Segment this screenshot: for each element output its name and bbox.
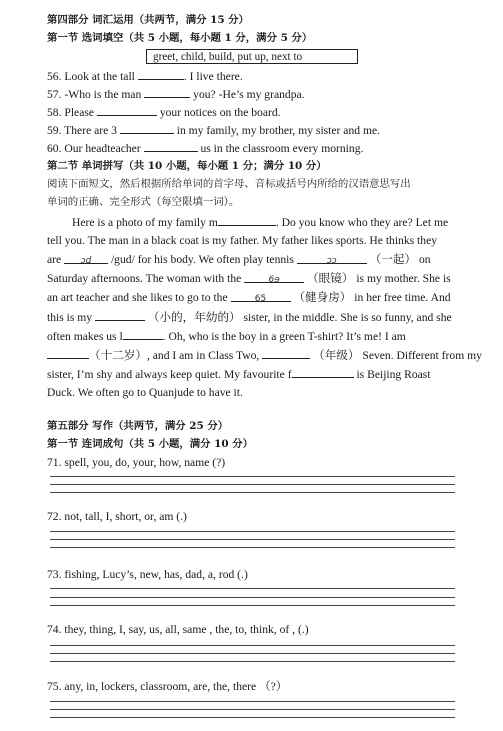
passage-line-2: tell you. The man in a black coat is my father. My father likes sports. He thinks they bbox=[47, 234, 438, 247]
part5-section1-title: 第一节 连词成句（共 5 小题，满分 10 分） bbox=[47, 438, 254, 450]
writing-line[interactable] bbox=[50, 645, 455, 646]
question-72: 72. not, tall, I, short, or, am (.) bbox=[47, 510, 187, 523]
text: （眼镜） is my mother. She is bbox=[304, 272, 451, 285]
question-71: 71. spell, you, do, your, how, name (?) bbox=[47, 456, 226, 469]
passage-line-10: Duck. We often go to Quanjude to have it. bbox=[47, 386, 243, 399]
answer-blank[interactable] bbox=[64, 253, 108, 264]
text: are bbox=[47, 253, 65, 266]
text: （健身房） in her free time. And bbox=[290, 291, 451, 304]
passage-line-4 bbox=[47, 272, 451, 286]
handwritten-mark: ɔɔ bbox=[326, 256, 337, 266]
part4-heading: 第四部分 词汇运用（共两节，满分 15 分） bbox=[47, 14, 249, 26]
q57-text-b: you? -He’s my grandpa. bbox=[190, 88, 305, 101]
answer-blank[interactable] bbox=[218, 215, 276, 226]
text: （年级） Seven. Different from my bbox=[310, 349, 482, 362]
question-59 bbox=[47, 123, 380, 138]
answer-blank[interactable] bbox=[231, 291, 291, 302]
passage-line-5 bbox=[47, 291, 451, 305]
writing-line[interactable] bbox=[50, 531, 455, 532]
text: is Beijing Roast bbox=[353, 368, 431, 381]
question-58 bbox=[47, 105, 281, 120]
part4-section1-title: 第一节 选词填空（共 5 小题，每小题 1 分，满分 5 分） bbox=[47, 32, 313, 44]
passage-line-9 bbox=[47, 367, 431, 382]
part5-heading: 第五部分 写作（共两节，满分 25 分） bbox=[47, 420, 229, 432]
q56-text-b: . I live there. bbox=[183, 70, 243, 83]
q60-text-a: 60. Our headteacher bbox=[47, 142, 144, 155]
answer-blank[interactable] bbox=[262, 348, 310, 359]
text: （一起） on bbox=[366, 253, 431, 266]
writing-line[interactable] bbox=[50, 539, 455, 540]
text: often makes us l bbox=[47, 330, 123, 343]
writing-line[interactable] bbox=[50, 484, 455, 485]
writing-line[interactable] bbox=[50, 588, 455, 589]
text: this is my bbox=[47, 311, 95, 324]
question-60 bbox=[47, 141, 363, 156]
text: Here is a photo of my family m bbox=[72, 216, 218, 229]
text: （十二岁）, and I am in Class Two, bbox=[89, 349, 263, 362]
text: . Oh, who is the boy in a green T-shirt? It’s me! I am bbox=[162, 330, 406, 343]
passage-line-1 bbox=[72, 215, 448, 230]
question-75: 75. any, in, lockers, classroom, are, the, there （?） bbox=[47, 680, 288, 693]
q58-text-b: your notices on the board. bbox=[156, 106, 281, 119]
answer-blank[interactable] bbox=[95, 310, 145, 321]
answer-blank[interactable] bbox=[297, 253, 367, 264]
q59-text-a: 59. There are 3 bbox=[47, 124, 120, 137]
answer-blank[interactable] bbox=[138, 69, 184, 80]
answer-blank[interactable] bbox=[97, 105, 157, 116]
writing-line[interactable] bbox=[50, 709, 455, 710]
writing-line[interactable] bbox=[50, 605, 455, 606]
passage-line-3 bbox=[47, 253, 431, 267]
handwritten-mark: 65 bbox=[254, 294, 267, 304]
q59-text-b: in my family, my brother, my sister and me. bbox=[173, 124, 381, 137]
q57-text-a: 57. -Who is the man bbox=[47, 88, 145, 101]
answer-blank[interactable] bbox=[120, 123, 174, 134]
handwritten-mark: ɔd bbox=[80, 256, 92, 266]
writing-line[interactable] bbox=[50, 492, 455, 493]
passage-line-7 bbox=[47, 329, 406, 344]
writing-line[interactable] bbox=[50, 476, 455, 477]
answer-blank[interactable] bbox=[47, 348, 89, 359]
q58-text-a: 58. Please bbox=[47, 106, 97, 119]
passage-line-6 bbox=[47, 310, 452, 325]
answer-blank[interactable] bbox=[144, 87, 190, 98]
q56-text-a: 56. Look at the tall bbox=[47, 70, 138, 83]
q60-text-b: us in the classroom every morning. bbox=[197, 142, 364, 155]
question-57 bbox=[47, 87, 305, 102]
answer-blank[interactable] bbox=[292, 367, 354, 378]
question-73: 73. fishing, Lucy’s, new, has, dad, a, rod (.) bbox=[47, 568, 248, 581]
text: /gud/ for his body. We often play tennis bbox=[108, 253, 297, 266]
writing-line[interactable] bbox=[50, 717, 455, 718]
text: （小的，年幼的） sister, in the middle. She is so funny, and she bbox=[145, 311, 452, 324]
answer-blank[interactable] bbox=[244, 272, 304, 283]
instruction-line-1: 阅读下面短文，然后根据所给单词的首字母、音标或括号内所给的汉语意思写出 bbox=[47, 178, 411, 190]
answer-blank[interactable] bbox=[123, 329, 163, 340]
text: sister, I’m shy and always keep quiet. My favourite f bbox=[47, 368, 292, 381]
text: . Do you know who they are? Let me bbox=[275, 216, 449, 229]
writing-line[interactable] bbox=[50, 597, 455, 598]
part4-section2-title: 第二节 单词拼写（共 10 小题，每小题 1 分；满分 10 分） bbox=[47, 160, 327, 172]
instruction-line-2: 单词的正确、完全形式（每空限填一词）。 bbox=[47, 196, 240, 208]
text: Saturday afternoons. The woman with the bbox=[47, 272, 245, 285]
passage-line-8 bbox=[47, 348, 482, 363]
answer-blank[interactable] bbox=[144, 141, 198, 152]
writing-line[interactable] bbox=[50, 661, 455, 662]
writing-line[interactable] bbox=[50, 547, 455, 548]
writing-line[interactable] bbox=[50, 653, 455, 654]
question-56 bbox=[47, 69, 243, 84]
writing-line[interactable] bbox=[50, 701, 455, 702]
handwritten-mark: 6ɘ bbox=[268, 275, 280, 285]
question-74: 74. they, thing, I, say, us, all, same , the, to, think, of , (.) bbox=[47, 623, 309, 636]
text: an art teacher and she likes to go to the bbox=[47, 291, 231, 304]
word-box: greet, child, build, put up, next to bbox=[146, 49, 358, 64]
